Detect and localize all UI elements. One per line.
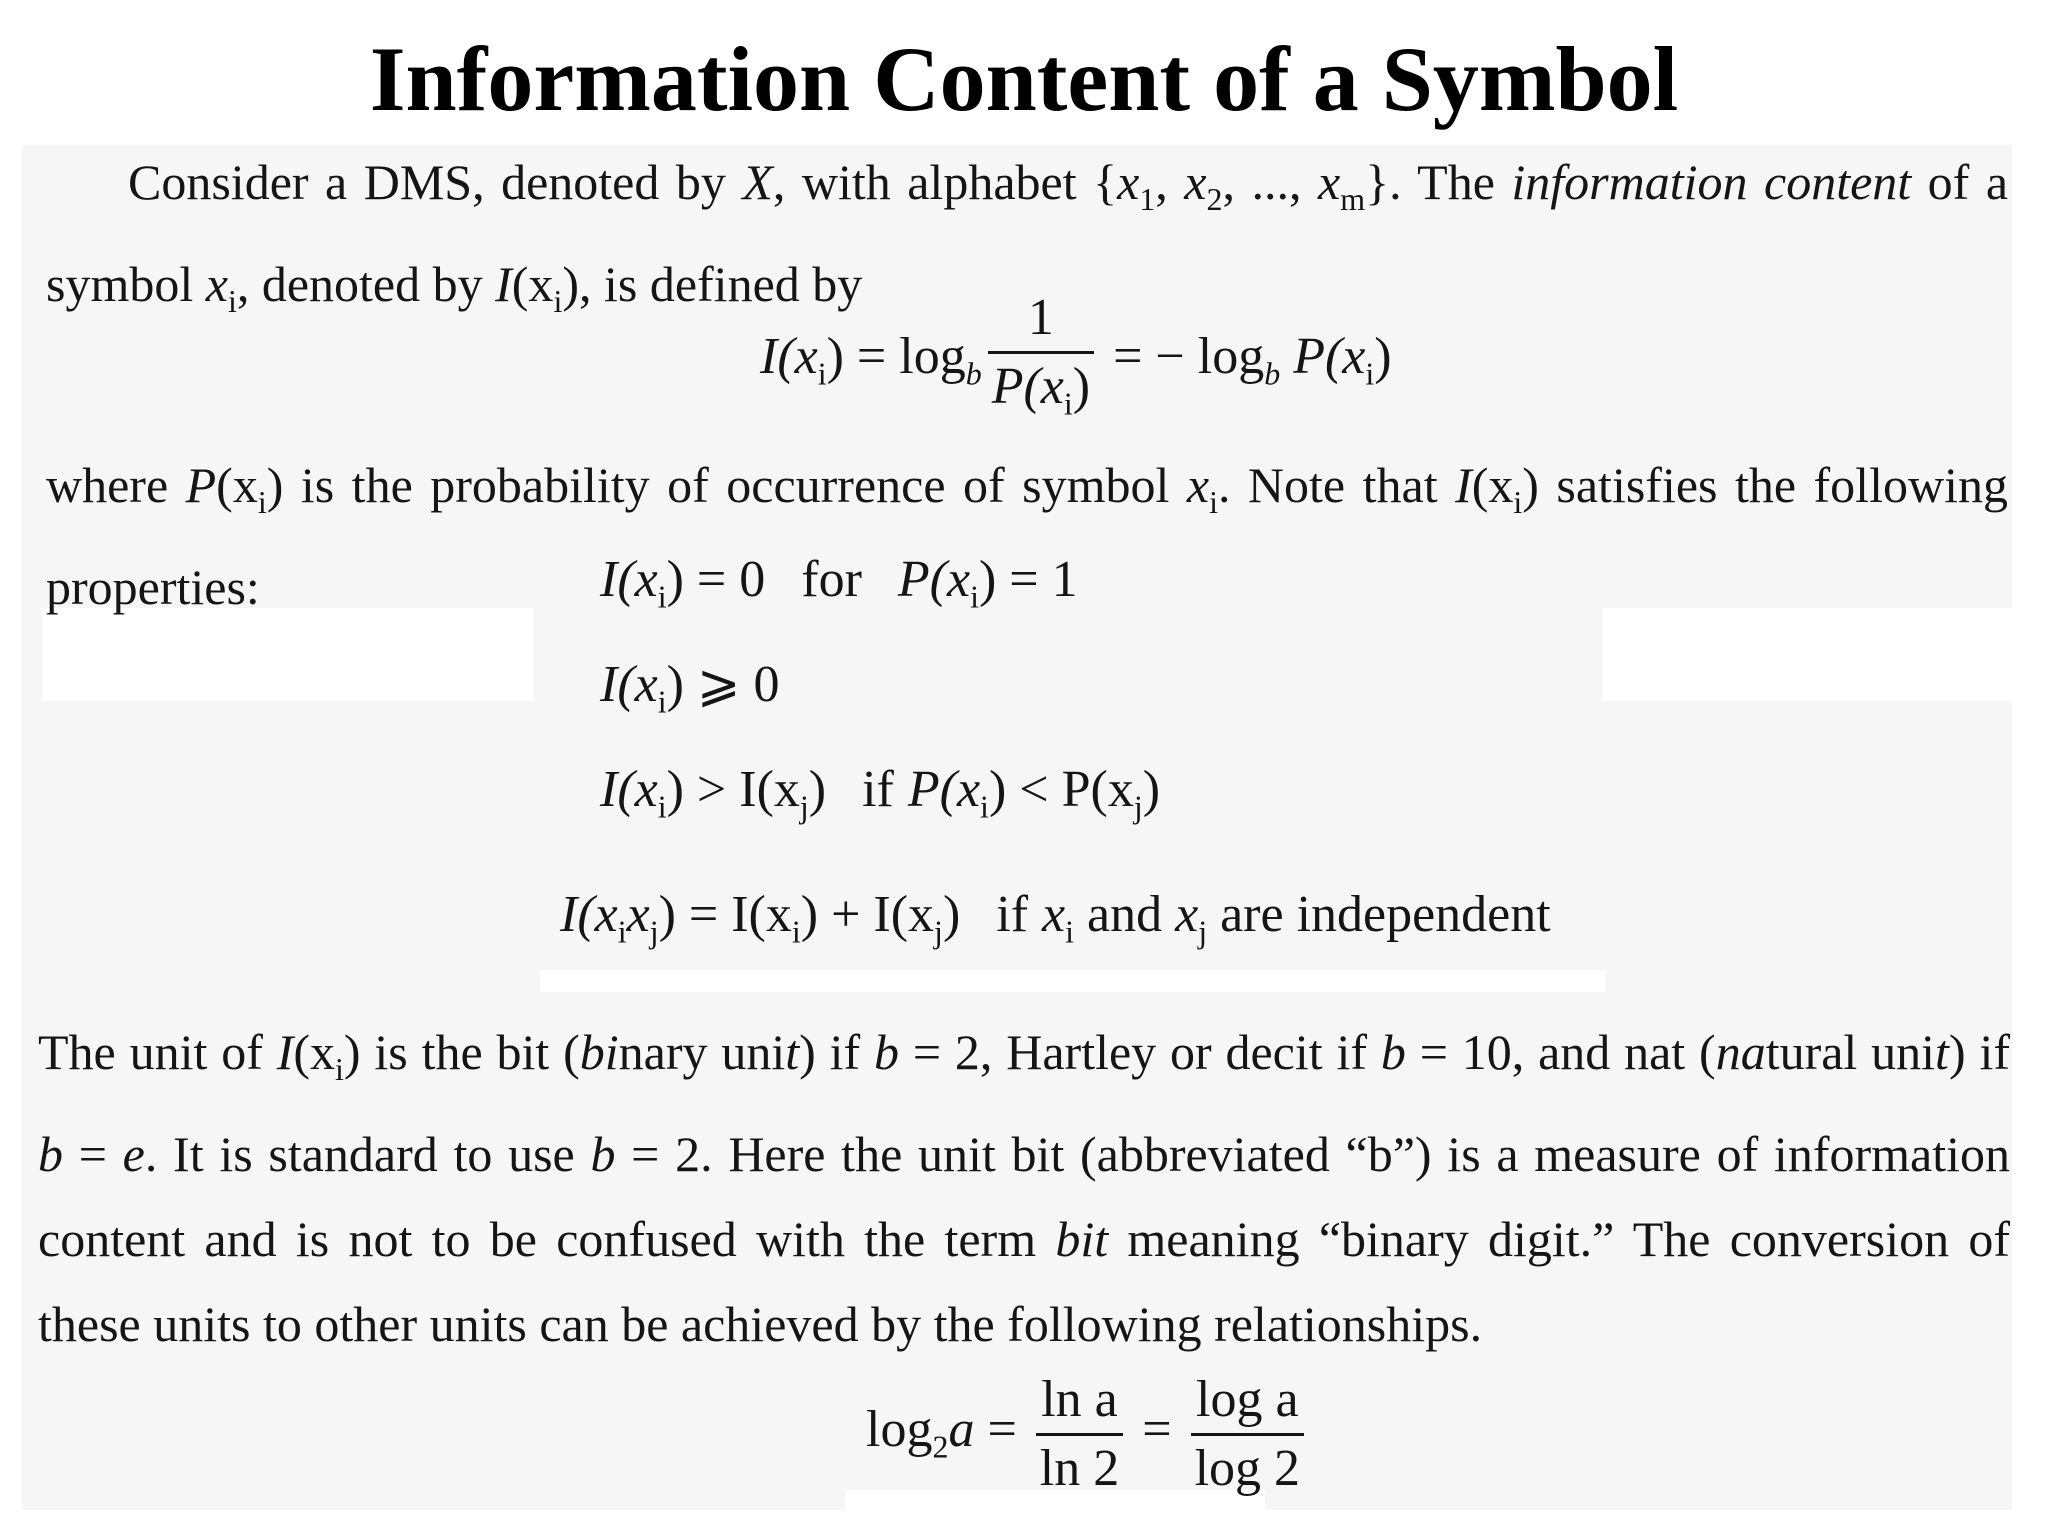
text: meaning “binary digit.” The conversion of these units to other units can be achieved by the following relationships. <box>38 1211 2011 1352</box>
paragraph-units <box>38 1010 2010 1367</box>
emphasis: t <box>1935 1024 1949 1080</box>
math-sub: b <box>1264 355 1281 392</box>
math-sub: i <box>553 283 563 319</box>
equation-information-content <box>760 272 1392 458</box>
math-sub: i <box>1209 484 1218 520</box>
math-word: are independent <box>1207 886 1551 943</box>
math: P(x <box>897 551 971 608</box>
math: ) <box>942 886 961 943</box>
text: ) satisfies the following properties: <box>46 457 2008 615</box>
math-sub: j <box>934 913 943 950</box>
math: I(x <box>600 761 658 818</box>
text: ) is the bit ( <box>343 1024 580 1080</box>
math-var: b <box>874 1024 900 1080</box>
text: ) is the probability of occurrence of symbol <box>266 457 1187 513</box>
math: ) > I(x <box>666 761 800 818</box>
math: ) <box>1374 328 1392 385</box>
math-var: x <box>1317 154 1341 210</box>
math-sub: i <box>1513 484 1523 520</box>
text: , ..., <box>1222 154 1318 210</box>
math-var: I <box>495 256 512 312</box>
math-var: x <box>1184 154 1207 210</box>
math-sub: i <box>657 683 667 720</box>
emphasis: bit <box>1055 1211 1109 1267</box>
numerator: 1 <box>988 285 1094 354</box>
math-var: b <box>38 1126 63 1182</box>
math: ) = 1 <box>978 551 1078 608</box>
property-4 <box>560 880 1551 966</box>
text: tural uni <box>1765 1024 1936 1080</box>
math-var: x <box>1117 154 1140 210</box>
text: where <box>46 457 186 513</box>
math-sub: j <box>1198 913 1208 950</box>
equation-conversion <box>866 1350 1310 1526</box>
math: I(x <box>560 886 618 943</box>
numerator: log a <box>1191 1367 1304 1436</box>
math: I(x <box>600 551 658 608</box>
math-var: x <box>1042 886 1066 943</box>
text: nary uni <box>618 1024 786 1080</box>
text: (x <box>511 256 554 312</box>
math-sub: i <box>657 788 667 825</box>
math-sub: j <box>649 913 659 950</box>
emphasis: bi <box>579 1024 619 1080</box>
text: = 2, Hartley or decit if <box>899 1024 1381 1080</box>
text: . Note that <box>1217 457 1456 513</box>
math-sub: i <box>980 788 989 825</box>
emphasis: information content <box>1511 154 1912 210</box>
math-var: a <box>948 1401 975 1458</box>
math-var: I <box>1455 457 1472 513</box>
math-word: and <box>1074 886 1176 943</box>
math-sub: b <box>965 355 982 392</box>
fraction <box>1191 1367 1304 1502</box>
math-var: P <box>185 457 217 513</box>
math-sub: j <box>1133 788 1143 825</box>
math: x <box>626 886 650 943</box>
math: log <box>866 1401 933 1458</box>
text: = 10, and nat ( <box>1405 1024 1716 1080</box>
math-sub: i <box>657 578 667 615</box>
emphasis: t <box>785 1024 800 1080</box>
math: ) < P(x <box>988 761 1134 818</box>
text: (x <box>216 457 258 513</box>
math: I(x <box>600 656 658 713</box>
fraction <box>1036 1367 1123 1502</box>
math: ) + I(x <box>800 886 935 943</box>
text: (x <box>293 1024 335 1080</box>
property-3 <box>600 755 1160 841</box>
math: = − log <box>1100 328 1265 385</box>
math-sub: i <box>1065 913 1075 950</box>
property-1 <box>600 545 1078 631</box>
text: , <box>1155 154 1185 210</box>
math-sub: i <box>227 283 237 319</box>
text: ), is defined by <box>562 256 863 312</box>
math-word: if <box>996 886 1029 943</box>
text: }. The <box>1365 154 1512 210</box>
math-var: I <box>276 1024 294 1080</box>
emphasis: na <box>1715 1024 1766 1080</box>
math: ) <box>808 761 827 818</box>
text: The unit of <box>38 1024 277 1080</box>
math: I(x <box>760 328 818 385</box>
math: ) = 0 <box>666 551 766 608</box>
math-sub: i <box>257 484 267 520</box>
math-var: x <box>1186 457 1210 513</box>
math: = <box>974 1401 1030 1458</box>
math-var: X <box>742 154 773 210</box>
math-sub: i <box>335 1051 344 1087</box>
text: = 2. Here the unit bit (abbreviated “b”) is a measure of information content and is not to be confused with the term <box>38 1126 2010 1267</box>
math: P(x <box>907 761 981 818</box>
property-2 <box>600 650 780 736</box>
math-sub: i <box>1063 385 1073 422</box>
math-sub: i <box>617 913 627 950</box>
slide-title: Information Content of a Symbol <box>369 28 1679 130</box>
math: ) ⩾ 0 <box>666 656 780 713</box>
math: = <box>1129 1401 1185 1458</box>
math-var: b <box>590 1126 616 1182</box>
math-var: e <box>122 1126 145 1182</box>
denominator <box>988 354 1094 436</box>
text: (x <box>1471 457 1514 513</box>
math-sub: i <box>1365 355 1375 392</box>
text: Consider a DMS, denoted by <box>128 154 743 210</box>
math-sub: 1 <box>1139 181 1156 217</box>
math-var: b <box>1380 1024 1406 1080</box>
text: . It is standard to use <box>144 1126 591 1182</box>
text: of a symbol <box>46 154 2009 312</box>
text: = <box>63 1126 123 1182</box>
math: ) <box>1142 761 1161 818</box>
math-sub: j <box>799 788 809 825</box>
math-sub: m <box>1340 181 1366 217</box>
math: P(x <box>1280 328 1366 385</box>
denominator: log 2 <box>1194 1439 1301 1497</box>
text: , with alphabet { <box>772 154 1118 210</box>
math: ) <box>1072 358 1091 416</box>
math-sub: i <box>970 578 979 615</box>
math-word: if <box>862 761 894 818</box>
math: P(x <box>991 358 1064 416</box>
math-word: for <box>801 551 862 608</box>
blank-patch-middle <box>540 970 1606 992</box>
math-sub: 2 <box>932 1428 949 1465</box>
math: ) = log <box>826 328 966 385</box>
math-sub: 2 <box>1206 181 1223 217</box>
math-var: x <box>205 256 228 312</box>
numerator: ln a <box>1036 1367 1123 1436</box>
fraction <box>988 285 1094 436</box>
text: ) if <box>799 1024 875 1080</box>
denominator: ln 2 <box>1039 1439 1120 1497</box>
math-sub: i <box>817 355 827 392</box>
math-var: x <box>1175 886 1199 943</box>
math-sub: i <box>791 913 801 950</box>
math: ) = I(x <box>658 886 792 943</box>
text: , denoted by <box>236 256 496 312</box>
text: ) if <box>1948 1024 2010 1080</box>
